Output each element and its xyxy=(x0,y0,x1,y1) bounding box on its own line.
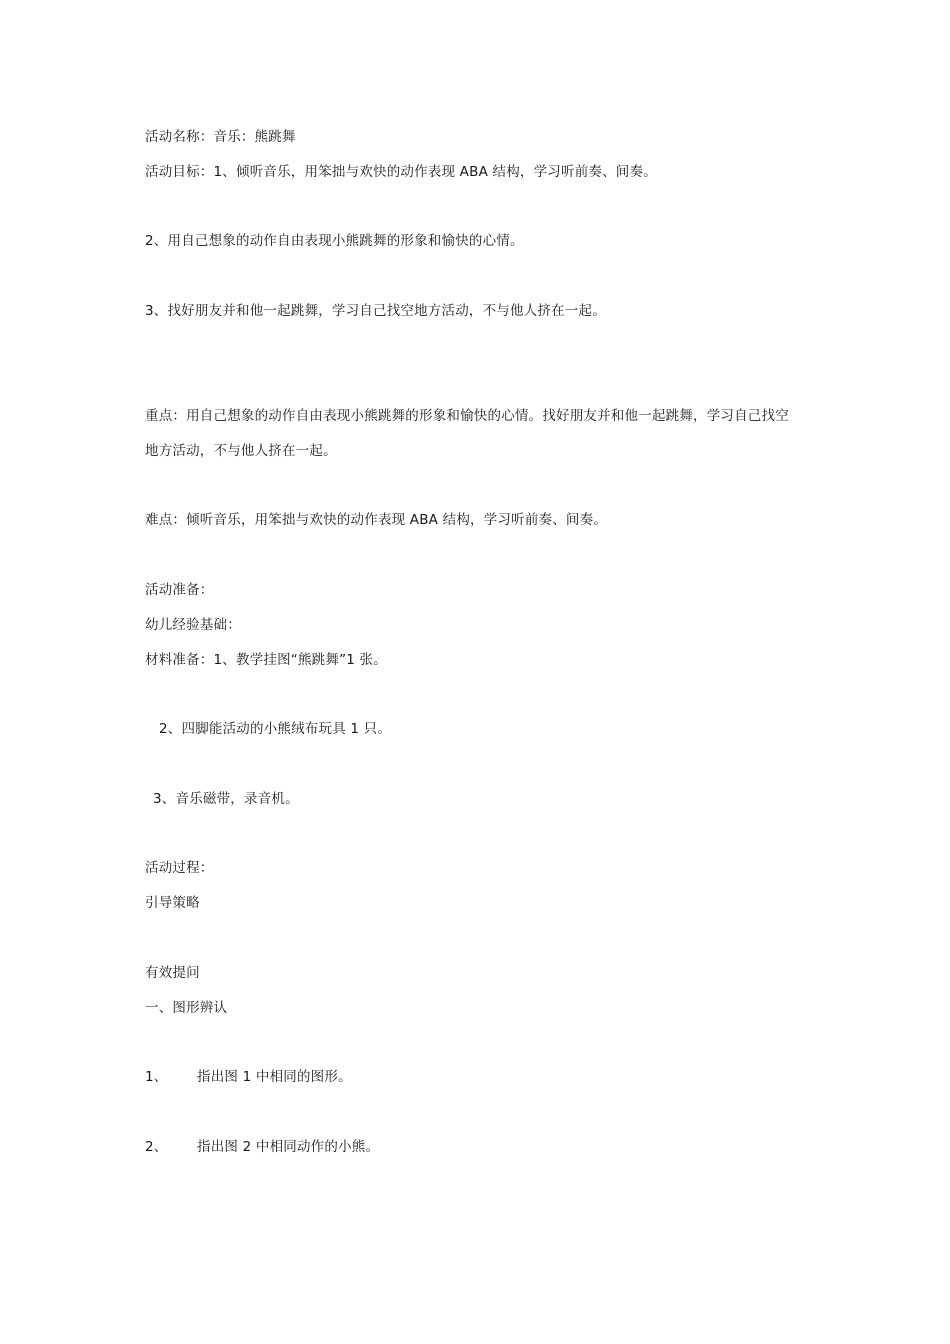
preparation-heading: 活动准备： xyxy=(145,582,214,598)
materials-item-3: 3、音乐磁带，录音机。 xyxy=(153,791,299,807)
activity-goal-1: 活动目标：1、倾听音乐，用笨拙与欢快的动作表现 ABA 结构，学习听前奏、间奏。 xyxy=(145,164,657,180)
list-item-1-text: 指出图 1 中相同的图形。 xyxy=(197,1069,352,1085)
experience-basis: 幼儿经验基础： xyxy=(145,617,241,633)
list-item-2-number: 2、 xyxy=(145,1139,168,1155)
key-point-line-2: 地方活动，不与他人挤在一起。 xyxy=(145,443,337,459)
process-heading: 活动过程： xyxy=(145,860,214,876)
list-item-2-text: 指出图 2 中相同动作的小熊。 xyxy=(197,1139,380,1155)
activity-name: 活动名称：音乐：熊跳舞 xyxy=(145,129,296,145)
materials-item-1: 材料准备：1、教学挂图“熊跳舞”1 张。 xyxy=(145,652,387,668)
guidance-strategy: 引导策略 xyxy=(145,895,200,911)
list-item-1 xyxy=(145,1067,352,1087)
list-item-2 xyxy=(145,1137,379,1157)
effective-questions: 有效提问 xyxy=(145,965,200,981)
materials-item-2: 2、四脚能活动的小熊绒布玩具 1 只。 xyxy=(159,721,392,737)
activity-goal-3: 3、找好朋友并和他一起跳舞，学习自己找空地方活动，不与他人挤在一起。 xyxy=(145,303,606,319)
section-one-heading: 一、图形辨认 xyxy=(145,1000,228,1016)
difficulty-point: 难点：倾听音乐，用笨拙与欢快的动作表现 ABA 结构，学习听前奏、间奏。 xyxy=(145,512,608,528)
list-item-1-number: 1、 xyxy=(145,1069,168,1085)
activity-goal-2: 2、用自己想象的动作自由表现小熊跳舞的形象和愉快的心情。 xyxy=(145,233,524,249)
key-point-line-1: 重点：用自己想象的动作自由表现小熊跳舞的形象和愉快的心情。找好朋友并和他一起跳舞，学习自己找空 xyxy=(145,408,789,424)
